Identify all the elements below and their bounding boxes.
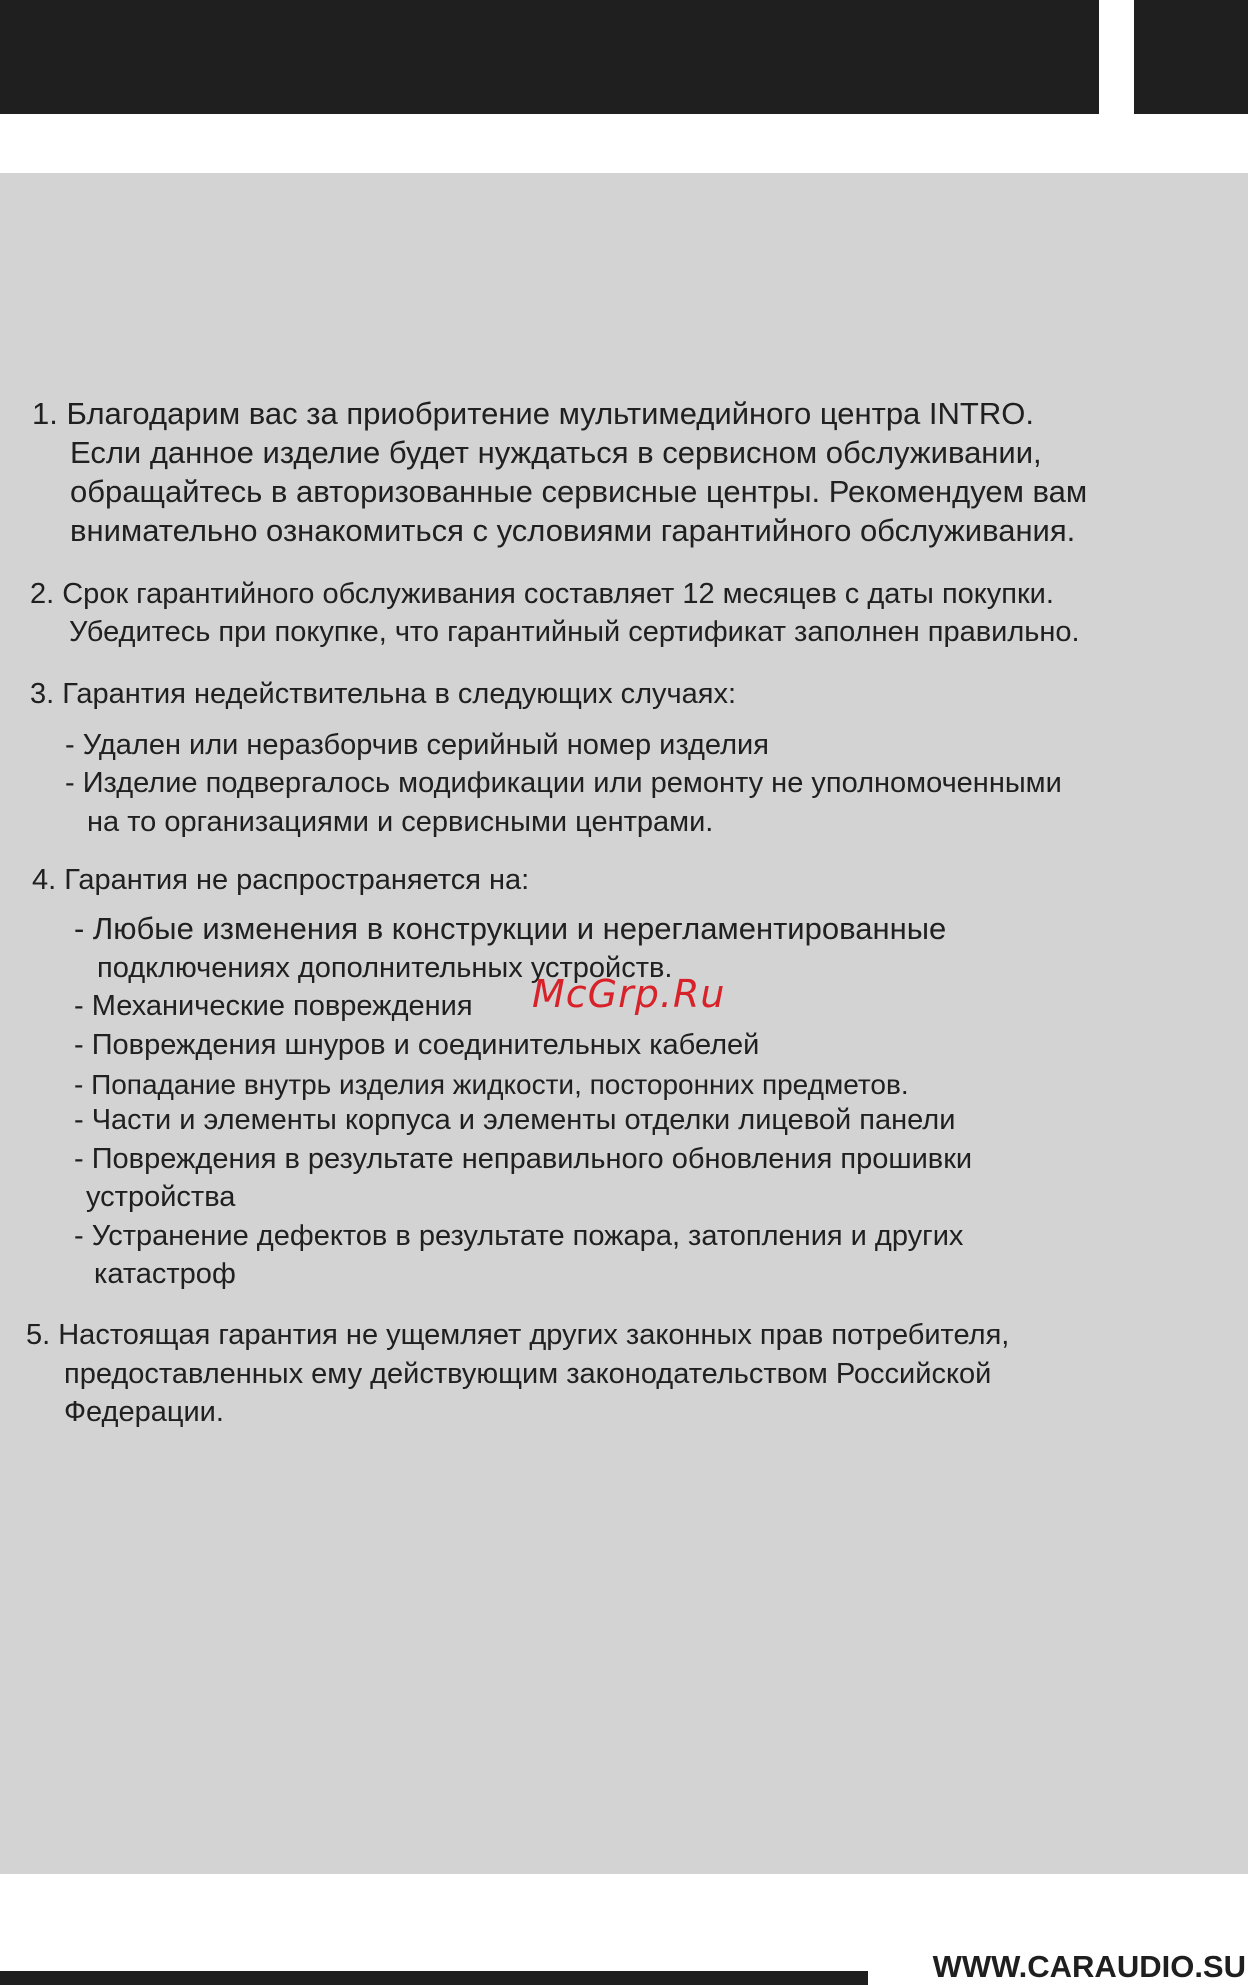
- section-4-line-1: 4. Гарантия не распространяется на:: [32, 864, 530, 896]
- bottom-bar: [0, 1971, 868, 1985]
- section-3-line-2: - Удален или неразборчив серийный номер изделия: [65, 729, 769, 761]
- section-1-line-1: 1. Благодарим вас за приобритение мультимедийного центра INTRO.: [32, 396, 1034, 431]
- section-1-line-4: внимательно ознакомиться с условиями гарантийного обслуживания.: [70, 513, 1076, 548]
- section-3-line-3: - Изделие подвергалось модификации или ремонту не уполномоченными: [65, 767, 1062, 799]
- top-bar-left: [0, 0, 1099, 114]
- watermark: McGrp.Ru: [532, 972, 726, 1016]
- section-4-line-4: - Механические повреждения: [74, 990, 473, 1022]
- section-2-line-2: Убедитесь при покупке, что гарантийный сертификат заполнен правильно.: [69, 616, 1080, 648]
- section-4-line-5: - Повреждения шнуров и соединительных кабелей: [74, 1029, 760, 1061]
- section-5-line-1: 5. Настоящая гарантия не ущемляет других законных прав потребителя,: [26, 1319, 1010, 1351]
- section-1-line-2: Если данное изделие будет нуждаться в сервисном обслуживании,: [70, 435, 1042, 470]
- section-5-line-3: Федерации.: [64, 1396, 224, 1428]
- section-4-line-9: устройства: [86, 1181, 236, 1213]
- section-4-line-11: катастроф: [94, 1258, 236, 1290]
- section-4-line-3: подключениях дополнительных устройств.: [97, 952, 673, 984]
- section-1-line-3: обращайтесь в авторизованные сервисные центры. Рекомендуем вам: [70, 474, 1088, 509]
- section-5-line-2: предоставленных ему действующим законодательством Российской: [64, 1358, 992, 1390]
- section-4-line-2: - Любые изменения в конструкции и нерегламентированные: [74, 911, 947, 946]
- top-bar-right: [1134, 0, 1248, 114]
- section-4-line-8: - Повреждения в результате неправильного обновления прошивки: [74, 1143, 973, 1175]
- footer-url: WWW.CARAUDIO.SU: [932, 1949, 1246, 1984]
- section-3-line-1: 3. Гарантия недействительна в следующих случаях:: [30, 678, 737, 710]
- section-4-line-6: - Попадание внутрь изделия жидкости, посторонних предметов.: [74, 1069, 909, 1100]
- section-2-line-1: 2. Срок гарантийного обслуживания составляет 12 месяцев с даты покупки.: [30, 578, 1054, 610]
- section-3-line-4: на то организациями и сервисными центрами.: [87, 806, 714, 838]
- section-4-line-10: - Устранение дефектов в результате пожара, затопления и других: [74, 1220, 964, 1252]
- section-4-line-7: - Части и элементы корпуса и элементы отделки лицевой панели: [74, 1104, 956, 1136]
